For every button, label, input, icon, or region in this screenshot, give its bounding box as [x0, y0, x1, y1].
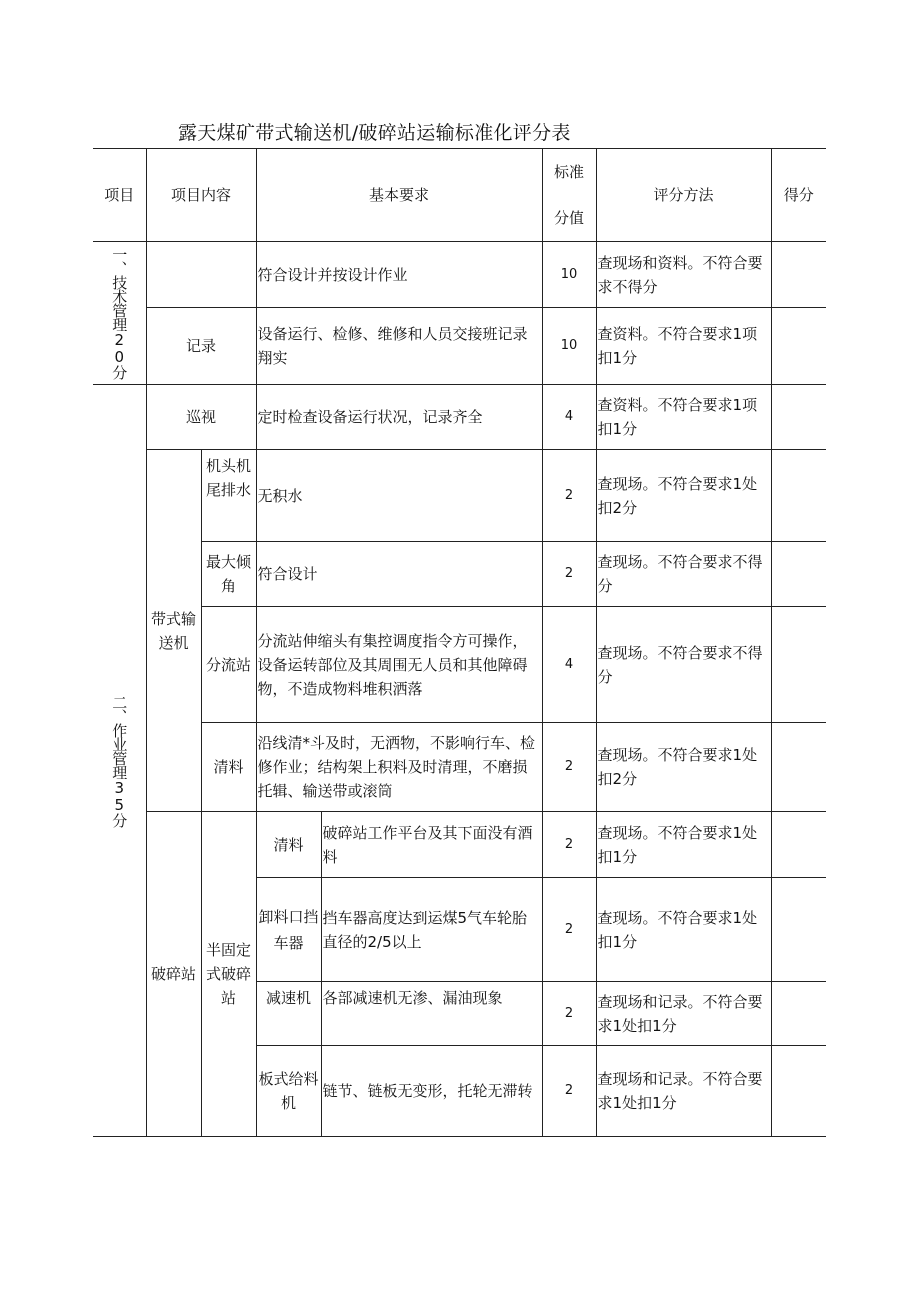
header-standard-score — [542, 149, 596, 242]
table-header-row — [93, 149, 826, 242]
row-standard: 2 — [542, 812, 596, 878]
group-belt: 带式输送机 — [146, 450, 201, 812]
row-requirement: 分流站伸缩头有集控调度指令方可操作，设备运转部位及其周围无人员和其他障碍物，不造成物料堆积洒落 — [256, 607, 542, 723]
row-requirement: 破碎站工作平台及其下面没有酒料 — [321, 812, 542, 878]
row-standard: 2 — [542, 982, 596, 1046]
section-ops-label: 二、作业管理35分 — [110, 694, 129, 827]
row-method: 查现场。不符合要求1处扣1分 — [596, 812, 771, 878]
row-score — [771, 542, 826, 607]
row-score — [771, 607, 826, 723]
row-content: 巡视 — [146, 385, 256, 450]
row-requirement: 符合设计并按设计作业 — [256, 242, 542, 308]
row-standard: 2 — [542, 1046, 596, 1137]
row-content — [146, 242, 256, 308]
section-tech-label: 一、技术管理20分 — [110, 247, 129, 379]
row-score — [771, 812, 826, 878]
row-score — [771, 982, 826, 1046]
row-standard: 2 — [542, 450, 596, 542]
group-crusher: 破碎站 — [146, 812, 201, 1137]
scoring-table — [93, 148, 826, 1137]
row-method: 查现场和记录。不符合要求1处扣1分 — [596, 1046, 771, 1137]
table-row — [93, 812, 826, 878]
header-item: 项目 — [93, 149, 146, 242]
row-requirement: 无积水 — [256, 450, 542, 542]
row-method: 查现场。不符合要求不得分 — [596, 607, 771, 723]
group-semi-fixed: 半固定式破碎站 — [201, 812, 256, 1137]
table-row — [93, 450, 826, 542]
row-method: 查现场。不符合要求1处扣1分 — [596, 878, 771, 982]
table-row — [93, 723, 826, 812]
row-method: 查资料。不符合要求1项扣1分 — [596, 308, 771, 385]
row-method: 查现场。不符合要求1处扣2分 — [596, 450, 771, 542]
header-standard-line1: 标准 — [554, 163, 585, 181]
table-row — [93, 385, 826, 450]
row-standard: 4 — [542, 385, 596, 450]
row-method: 查现场和记录。不符合要求1处扣1分 — [596, 982, 771, 1046]
row-requirement: 挡车器高度达到运煤5气车轮胎直径的2/5以上 — [321, 878, 542, 982]
row-content: 板式给料机 — [256, 1046, 321, 1137]
row-method: 查现场和资料。不符合要求不得分 — [596, 242, 771, 308]
row-standard: 2 — [542, 723, 596, 812]
table-row — [93, 607, 826, 723]
section-ops — [93, 385, 146, 1137]
row-requirement: 链节、链板无变形，托轮无滞转 — [321, 1046, 542, 1137]
row-content: 卸料口挡车器 — [256, 878, 321, 982]
header-method: 评分方法 — [596, 149, 771, 242]
page-title: 露天煤矿带式输送机/破碎站运输标准化评分表 — [178, 122, 571, 144]
table-row — [93, 308, 826, 385]
row-method: 查现场。不符合要求1处扣2分 — [596, 723, 771, 812]
row-score — [771, 878, 826, 982]
row-requirement: 沿线清*斗及时，无洒物，不影响行车、检修作业；结构架上积料及时清理，不磨损托辑、输送带或滚筒 — [256, 723, 542, 812]
row-requirement: 各部减速机无渗、漏油现象 — [321, 982, 542, 1046]
header-requirement: 基本要求 — [256, 149, 542, 242]
header-content: 项目内容 — [146, 149, 256, 242]
row-score — [771, 385, 826, 450]
header-score: 得分 — [771, 149, 826, 242]
row-method: 查资料。不符合要求1项扣1分 — [596, 385, 771, 450]
row-content: 清料 — [201, 723, 256, 812]
row-requirement: 设备运行、检修、维修和人员交接班记录翔实 — [256, 308, 542, 385]
row-score — [771, 1046, 826, 1137]
table-row — [93, 242, 826, 308]
row-standard: 4 — [542, 607, 596, 723]
row-requirement: 符合设计 — [256, 542, 542, 607]
row-content: 最大倾角 — [201, 542, 256, 607]
row-standard: 2 — [542, 878, 596, 982]
row-score — [771, 723, 826, 812]
row-method: 查现场。不符合要求不得分 — [596, 542, 771, 607]
section-tech — [93, 242, 146, 385]
row-content: 机头机尾排水 — [201, 450, 256, 542]
row-requirement: 定时检查设备运行状况，记录齐全 — [256, 385, 542, 450]
header-standard-line2: 分值 — [554, 209, 585, 227]
row-score — [771, 450, 826, 542]
row-content: 清料 — [256, 812, 321, 878]
row-score — [771, 308, 826, 385]
row-content: 分流站 — [201, 607, 256, 723]
row-standard: 10 — [542, 242, 596, 308]
row-standard: 2 — [542, 542, 596, 607]
table-row — [93, 542, 826, 607]
row-content: 记录 — [146, 308, 256, 385]
row-content: 减速机 — [256, 982, 321, 1046]
row-standard: 10 — [542, 308, 596, 385]
row-score — [771, 242, 826, 308]
